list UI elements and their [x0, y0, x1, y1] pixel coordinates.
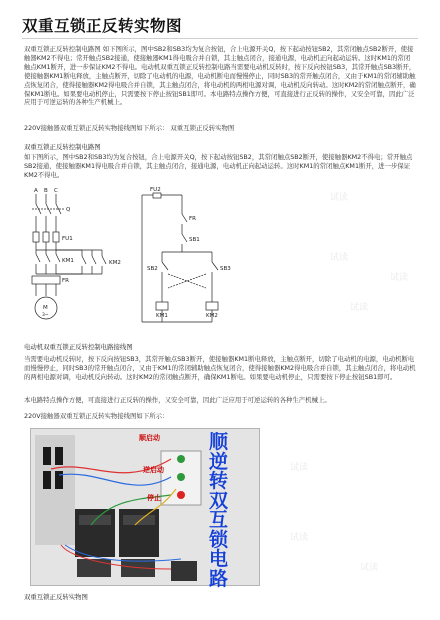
- wiring-photo: [30, 428, 260, 590]
- label-fu1: FU1: [62, 236, 73, 242]
- circuit-diagram: [22, 184, 252, 334]
- watermark: 试读: [290, 533, 309, 543]
- label-sb3: SB3: [220, 266, 231, 272]
- watermark: 试读: [360, 563, 379, 573]
- page-title: 双重互锁正反转实物图: [22, 17, 183, 35]
- label-fu2: FU2: [150, 187, 161, 193]
- label-fr-ctrl: FR: [189, 216, 196, 222]
- watermark: 试读: [390, 273, 409, 283]
- photo-label-forward: 顺启动: [139, 434, 160, 442]
- label-coil-km2: KM2: [206, 313, 218, 319]
- label-phase-a: A: [34, 188, 38, 194]
- photo-vertical-text: 顺逆转双互锁电路: [209, 431, 229, 590]
- section-paragraph-2: 当需要电动机反转时，按下反向按钮SB3，其常开触点SB3断开，使接触器KM1断电释放，主触点断开，切除了电动机的电源，电动机断电而慢慢停止，同时SB3的常开触点闭合，又由于KM1的常闭辅助触点恢复闭合，使得接触器KM2得电吸合并自锁，其主触点闭合，将电动机的两相电源对调，电动机反向转动。这时KM2的常闭触点断开，确保KM1断电。如果要电动机停止，只需要按下停止按钮SB1即可。: [24, 355, 416, 381]
- photo-caption: 双重互锁正反转实物图: [24, 593, 88, 601]
- diagram-caption: 电动机双重互锁正反转控制电路接线图: [24, 343, 133, 351]
- photo-label-reverse: 逆启动: [143, 466, 164, 474]
- watermark: 试读: [330, 193, 349, 203]
- watermark: 试读: [330, 253, 349, 263]
- label-fr: FR: [62, 278, 69, 284]
- section-paragraph: 如下图所示，图中SB2和SB3均为复合按钮，合上电源开关Q，按下起动按钮SB2，其常闭触点SB2断开，使接触器KM2不得电；常开触点SB2接通，使接触器KM1得电吸合并自锁，其主触点闭合，接通电源，电动机正向起动运转。这时KM1的常闭触点KM1断开，进一步保证KM2不得电。: [24, 153, 413, 179]
- label-motor: M: [43, 305, 48, 311]
- watermark: 试读: [350, 303, 369, 313]
- section-paragraph-4: 220V接触器双重互锁正反转实物接线图如下所示：: [24, 412, 169, 420]
- label-sb2: SB2: [147, 266, 158, 272]
- label-km2-main: KM2: [109, 260, 121, 266]
- label-sb1: SB1: [189, 237, 200, 243]
- label-phase-b: B: [44, 188, 48, 194]
- label-km1-main: KM1: [62, 258, 74, 264]
- label-phase-c: C: [54, 188, 58, 194]
- label-motor-sub: 3~: [42, 313, 49, 318]
- intro-paragraph: 双重互锁正反转控制电路图 如下图所示，图中SB2和SB3均为复合按钮，合上电源开关Q，按下起动按钮SB2，其常闭触点SB2断开，使接触器KM2不得电；常开触点SB2接通，使接触器KM1得电吸合并自锁，其主触点闭合，接通电源，电动机正向起动运转。这时KM1的常闭触点KM1断开，进一步保证KM2不得电。电动机双重互锁正反转控制电路当需要电动机反转时，按下反向按钮SB3，其常开触点SB3断开，使接触器KM1断电释放，主触点断开，切除了电动机的电源，电动机断电而慢慢停止，同时SB3的常开触点闭合，又由于KM1的常闭辅助触点恢复闭合，使得接触器KM2得电吸合并自锁，其主触点闭合，将电动机的两相电源对调，电动机反向转动。这时KM2的常闭触点断开，确保KM1断电。如果要电动机停止，只需要按下停止按钮SB1即可。本电路特点操作方便，可直接进行正反转的操作，又安全可靠，因此广泛应用于可逆运转的各种生产机械上。: [24, 45, 416, 107]
- label-coil-km1: KM1: [156, 313, 168, 319]
- section-title: 双重互锁正反转控制电路图: [24, 143, 101, 151]
- label-q: Q: [66, 207, 71, 213]
- title-divider: [22, 38, 418, 39]
- photo-label-stop: 停止: [147, 494, 161, 502]
- watermark: 试读: [290, 463, 309, 473]
- intro-paragraph-2: 220V接触器双重互锁正反转实物接线图如下所示： 双重互锁正反转实物图: [24, 124, 235, 132]
- section-paragraph-3: 本电路特点操作方便，可直接进行正反转的操作，又安全可靠，因此广泛应用于可逆运转的各种生产机械上。: [24, 396, 331, 404]
